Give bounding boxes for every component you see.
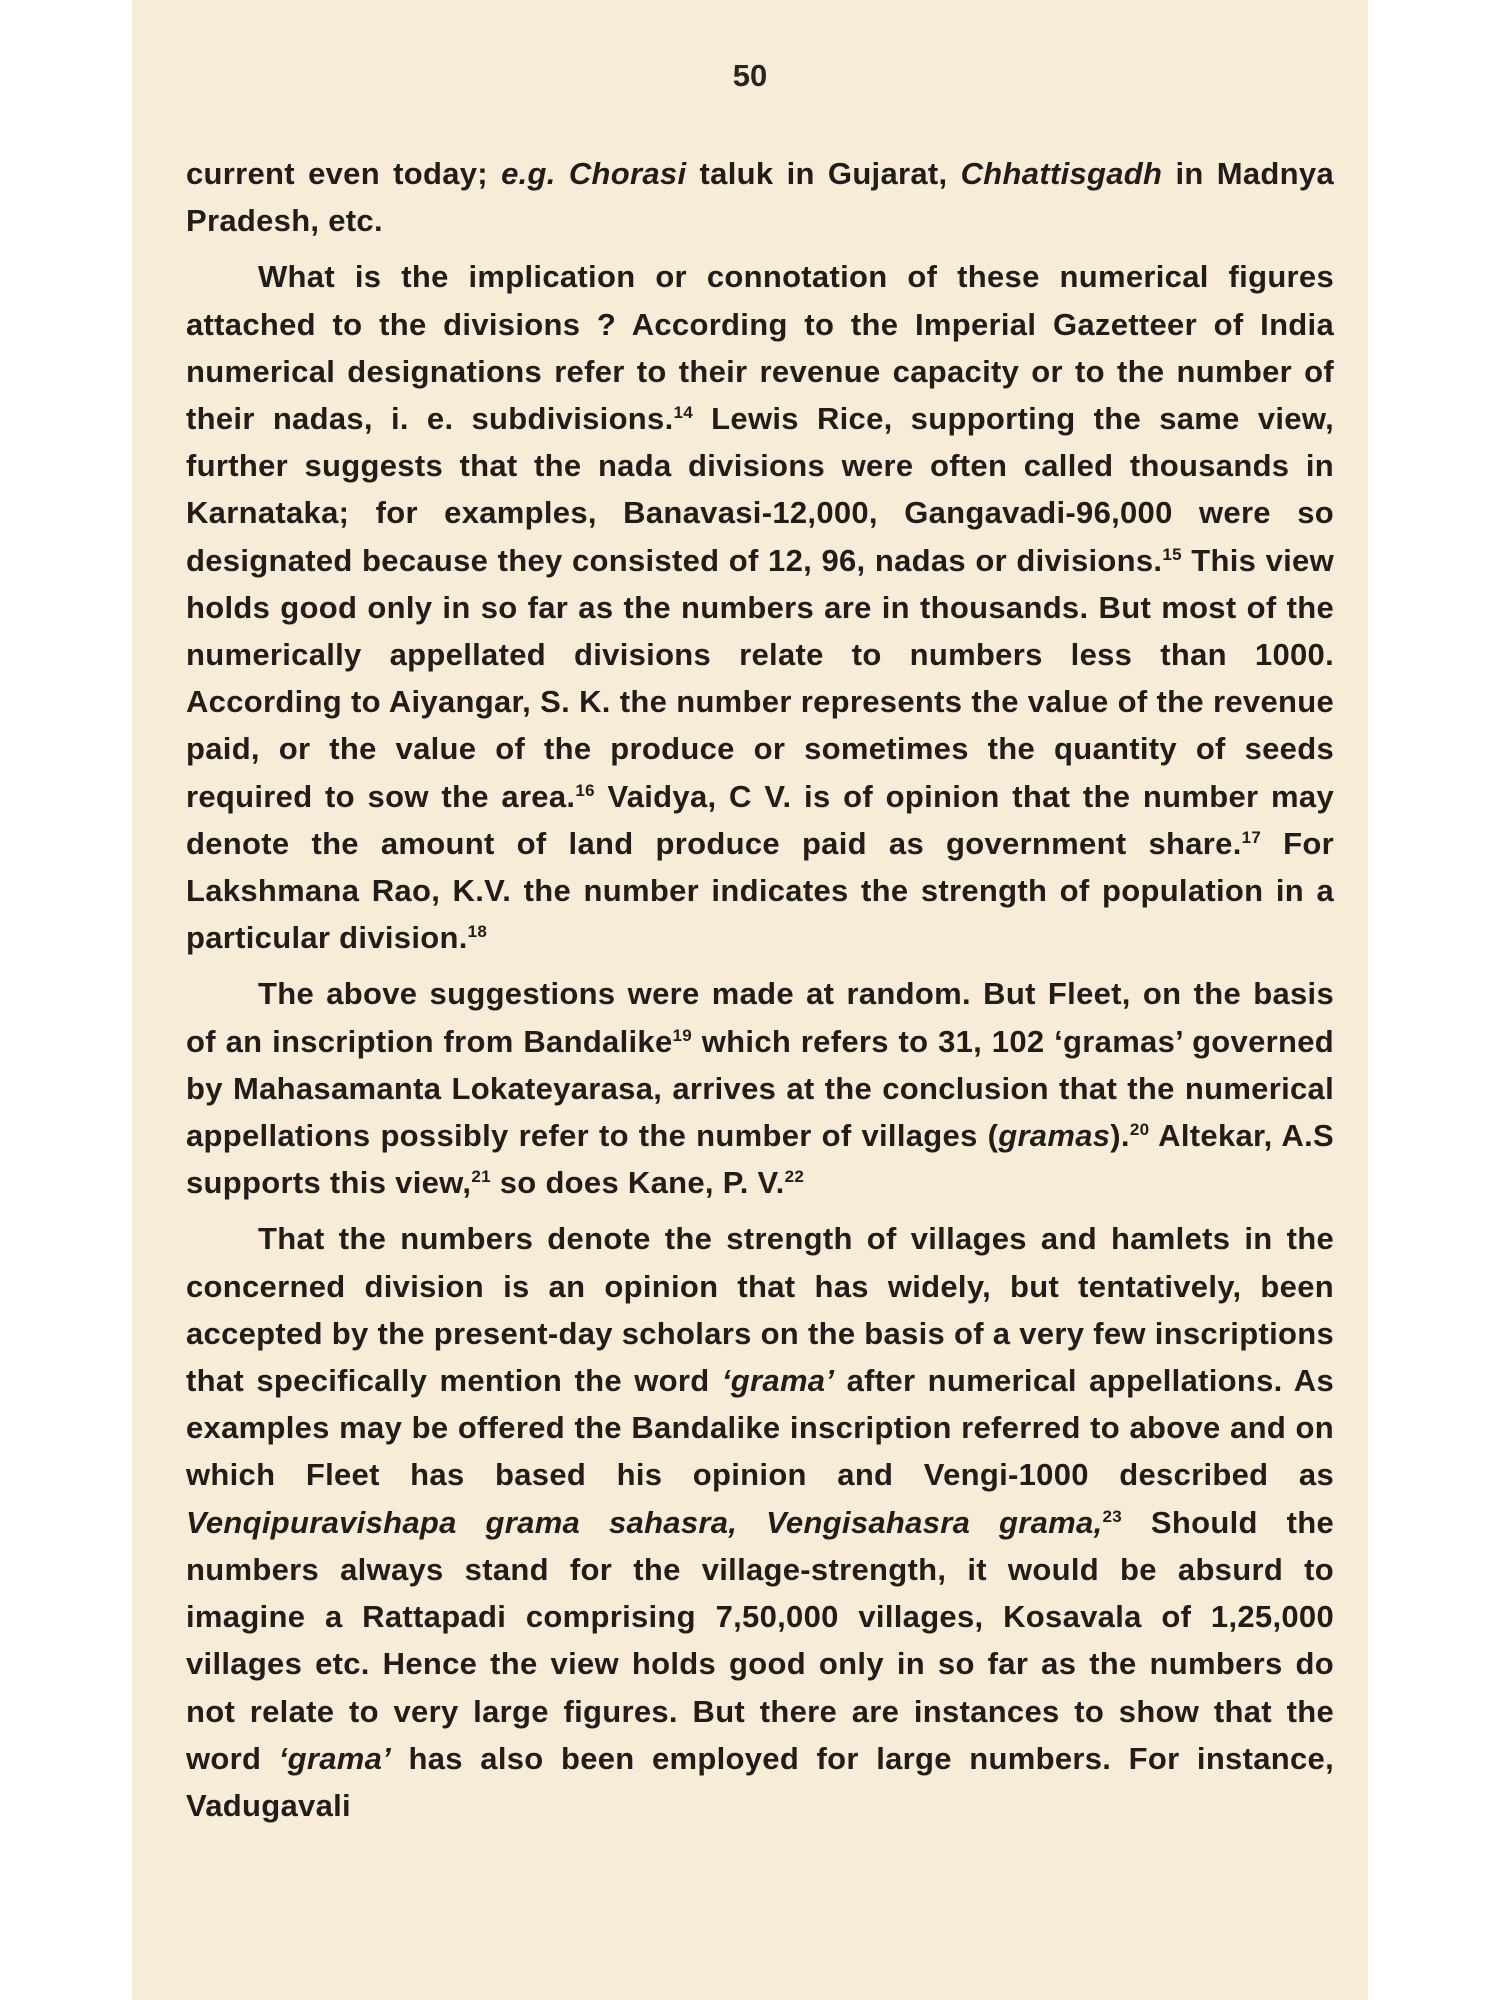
footnote-ref-16: 16 — [575, 780, 595, 800]
grama-italic-1: ‘grama’ — [721, 1363, 835, 1399]
footnote-ref-18: 18 — [467, 922, 488, 942]
footnote-ref-17: 17 — [1241, 827, 1262, 847]
gramas-italic: gramas — [998, 1118, 1111, 1154]
footnote-ref-23: 23 — [1102, 1506, 1122, 1526]
grama-italic-2: ‘grama’ — [278, 1740, 392, 1776]
paragraph-1: current even today; e.g. Chorasi taluk in Gujarat, Chhattisgadh in Madnya Pradesh, etc. — [186, 156, 1334, 239]
eg-italic: e.g. — [501, 156, 556, 191]
vengi-italic: Venqipuravishapa grama sahasra, Vengisahasra grama, — [186, 1504, 1103, 1540]
footnote-ref-14: 14 — [673, 403, 694, 423]
paragraph-2: What is the implication or connotation of these numerical figures attached to the divisions ? According to the Imperial Gazetteer of India numerical designations refer to their revenue capacity or to the number of their nadas, i. e. subdivisions.$^{14}$ Lewis Rice, supporting the same view, further suggests that the nada divisions were often called thousands in Karnataka; for examples, Banavasi-12,000, Gangavadi-96,000 were so designated because they consisted of 12, 96, nadas or divisions.$^{15}$ This view holds good only in so far as the numbers are in thousands. But most of the numerically appellated divisions relate to numbers less than 1000. According to Aiyangar, S. K. the number represents the value of the revenue paid, or the value of the produce or sometimes the quantity of seeds required to sow the area.$^{16}$ Vaidya, C V. is of opinion that the number may denote the amount of land produce paid as government share.$^{17}$ For Lakshmana Rao, K.V. the number indicates the strength of population in a particular division.$^{18}$ — [186, 259, 1334, 956]
chorasi-italic: Chorasi — [568, 156, 687, 191]
body-text — [186, 150, 1334, 1829]
footnote-ref-19: 19 — [672, 1025, 693, 1045]
paragraph-3: The above suggestions were made at random. But Fleet, on the basis of an inscription from Bandalike$^{19}$ which refers to 31, 102 ‘gramas’ governed by Mahasamanta Lokateyarasa, arrives at the conclusion that the numerical appellations possibly refer to the number of villages (gramas).$^{20}$ Altekar, A.S supports this view,$^{21}$ so does Kane, P. V.$^{22}$ — [186, 976, 1334, 1201]
page-number: 50 — [732, 58, 768, 93]
footnote-ref-22: 22 — [784, 1167, 805, 1187]
book-page — [132, 0, 1368, 2000]
footnote-ref-15: 15 — [1162, 544, 1182, 564]
chhattisgadh-italic: Chhattisgadh — [960, 156, 1163, 191]
paragraph-4: That the numbers denote the strength of villages and hamlets in the concerned division is an opinion that has widely, but tentatively, been accepted by the present-day scholars on the basis of a very few inscriptions that specifically mention the word ‘grama’ after numerical appellations. As examples may be offered the Bandalike inscription referred to above and on which Fleet has based his opinion and Vengi-1000 described as Venqipuravishapa grama sahasra, Vengisahasra grama,$^{23}$ Should the numbers always stand for the village-strength, it would be absurd to imagine a Rattapadi comprising 7,50,000 villages, Kosavala of 1,25,000 villages etc. Hence the view holds good only in so far as the numbers do not relate to very large figures. But there are instances to show that the word ‘grama’ has also been employed for large numbers. For instance, Vadugavali — [186, 1221, 1335, 1823]
footnote-ref-21: 21 — [471, 1167, 491, 1187]
footnote-ref-20: 20 — [1129, 1120, 1150, 1140]
